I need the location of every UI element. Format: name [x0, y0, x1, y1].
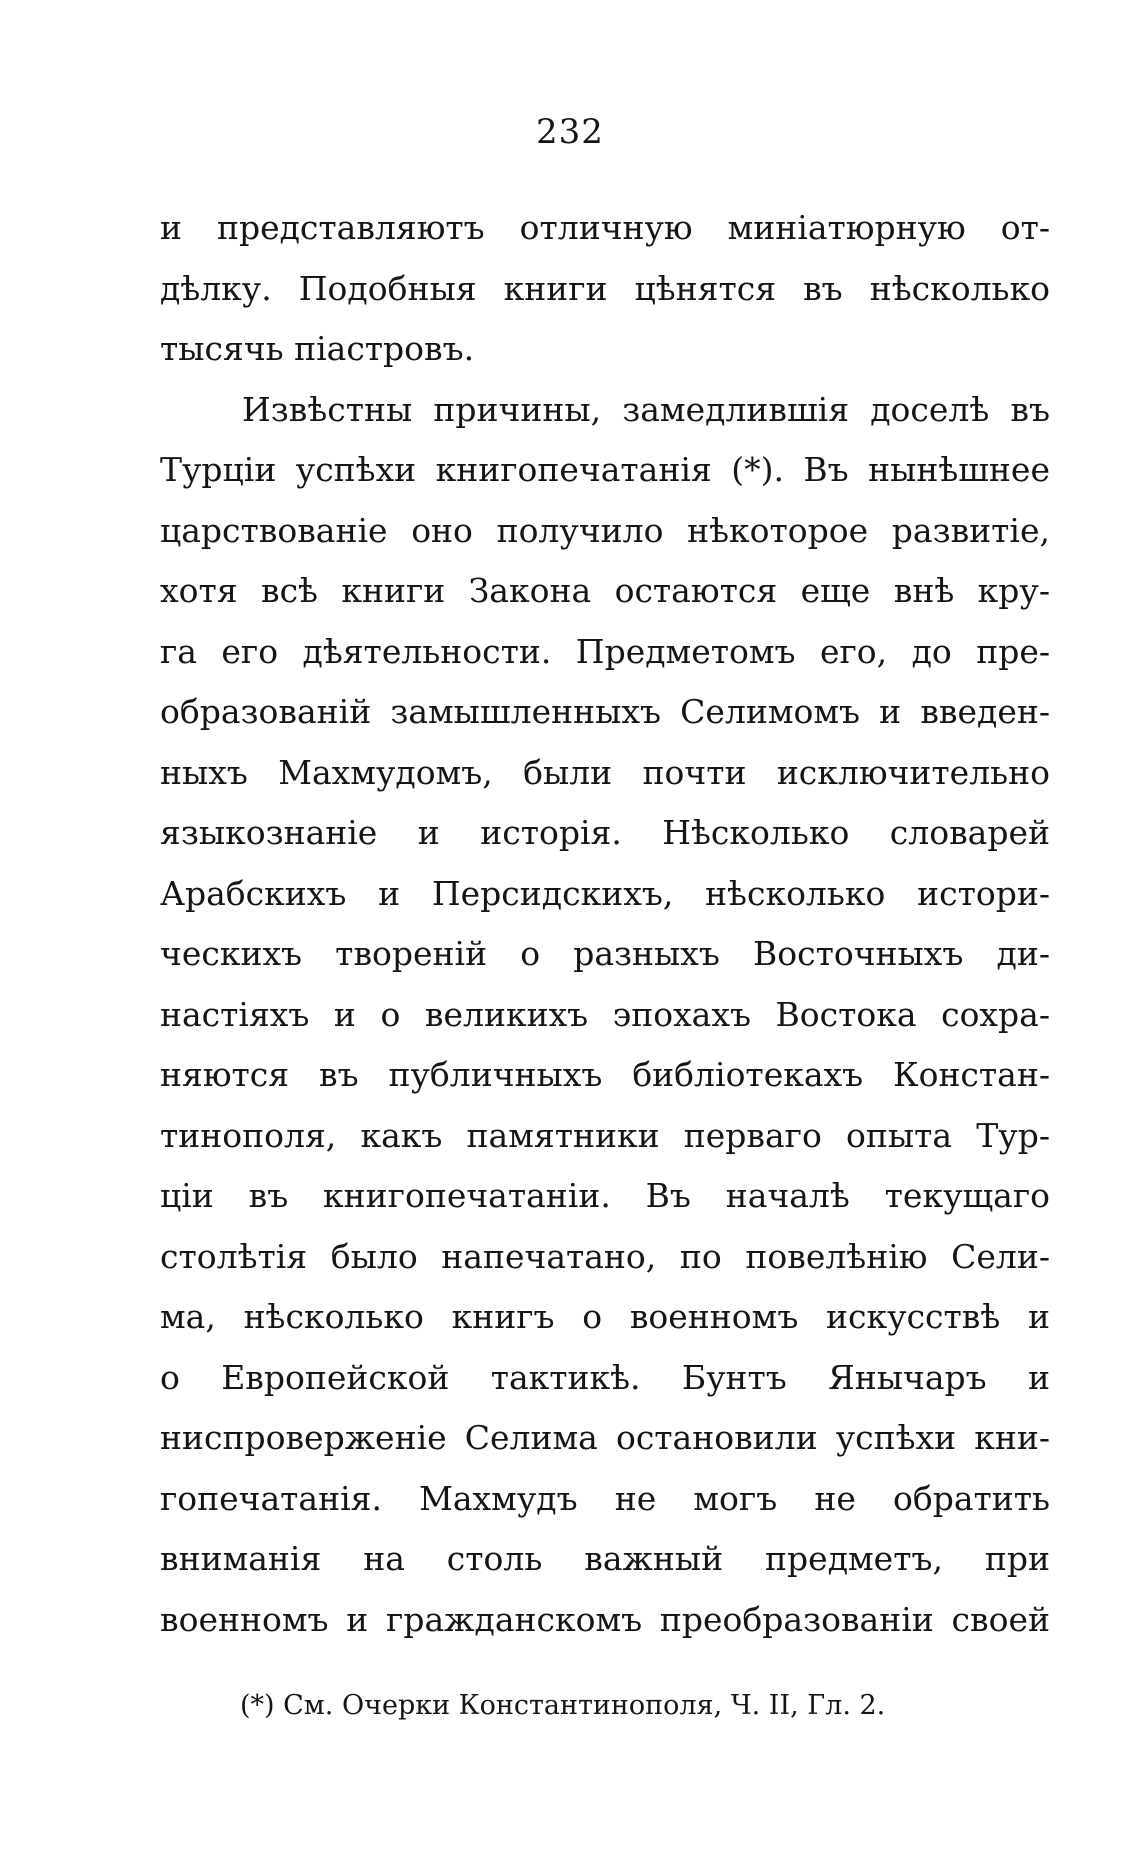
text-line: Турціи успѣхи книгопечатанія (*). Въ нынѣшнее	[160, 450, 1050, 489]
text-line: и представляютъ отличную миніатюрную от-	[160, 208, 1050, 247]
text-line: ческихъ твореній о разныхъ Восточныхъ ди-	[160, 934, 1050, 973]
text-line: тинополя, какъ памятники перваго опыта Тур-	[160, 1115, 1050, 1155]
text-line: ныхъ Махмудомъ, были почти исключительно	[160, 752, 1050, 792]
text-line: ма, нѣсколько книгъ о военномъ искусствѣ и	[160, 1297, 1050, 1336]
text-line: гопечатанія. Махмудъ не могъ не обратить	[160, 1478, 1050, 1518]
text-line: няются въ публичныхъ библіотекахъ Констан-	[160, 1055, 1050, 1094]
text-line: царствованіе оно получило нѣкоторое развитіе,	[160, 510, 1050, 550]
text-line: Арабскихъ и Персидскихъ, нѣсколько истори-	[160, 873, 1050, 913]
text-line: столѣтія было напечатано, по повелѣнію Сели-	[160, 1236, 1050, 1276]
text-line: ціи въ книгопечатаніи. Въ началѣ текущаго	[160, 1176, 1050, 1215]
text-line: дѣлку. Подобныя книги цѣнятся въ нѣсколько	[160, 268, 1050, 308]
text-line: военномъ и гражданскомъ преобразованіи своей	[160, 1599, 1050, 1639]
footnote: (*) См. Очерки Константинополя, Ч. II, Гл. 2.	[240, 1690, 886, 1721]
text-line: образованій замышленныхъ Селимомъ и введен-	[160, 692, 1050, 731]
text-line: настіяхъ и о великихъ эпохахъ Востока сохра-	[160, 994, 1050, 1034]
text-line: га его дѣятельности. Предметомъ его, до пре-	[160, 631, 1050, 671]
text-line: о Европейской тактикѣ. Бунтъ Янычаръ и	[160, 1357, 1050, 1397]
text-line: языкознаніе и исторія. Нѣсколько словарей	[160, 813, 1050, 852]
text-line: тысячь піастровъ.	[160, 329, 475, 368]
page-number: 232	[536, 112, 604, 152]
text-line: ниспроверженіе Селима остановили успѣхи кни-	[160, 1418, 1050, 1457]
text-line: хотя всѣ книги Закона остаются еще внѣ кру-	[160, 571, 1050, 610]
text-line: вниманія на столь важный предметъ, при	[160, 1539, 1050, 1578]
body-text	[160, 198, 1050, 1650]
text-line: Извѣстны причины, замедлившія доселѣ въ	[242, 389, 1050, 429]
